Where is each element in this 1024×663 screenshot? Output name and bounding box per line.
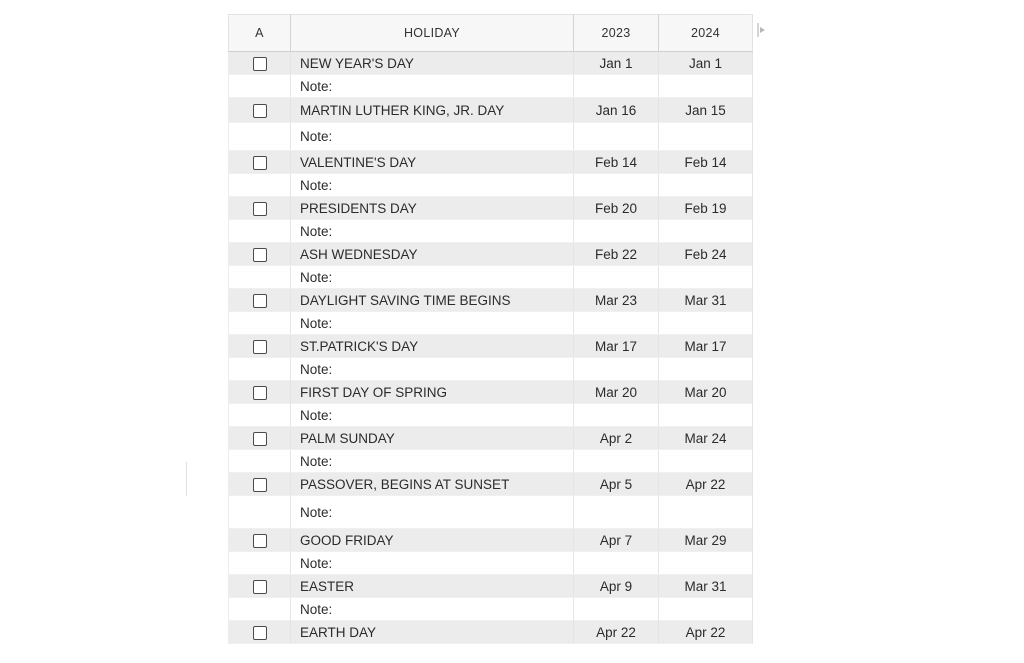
checkbox-cell <box>229 381 291 404</box>
date-2023[interactable]: Feb 20 <box>574 197 659 220</box>
note-spacer-cell <box>229 123 291 151</box>
checkbox-icon[interactable] <box>253 478 267 492</box>
holiday-name[interactable]: GOOD FRIDAY <box>291 529 574 552</box>
holiday-name[interactable]: PALM SUNDAY <box>291 427 574 450</box>
checkbox-icon[interactable] <box>253 340 267 354</box>
date-2024[interactable]: Jan 15 <box>659 98 753 123</box>
holiday-name[interactable]: PASSOVER, BEGINS AT SUNSET <box>291 473 574 496</box>
date-2024[interactable]: Feb 19 <box>659 197 753 220</box>
note-cell-2024[interactable] <box>659 312 753 335</box>
note-spacer-cell <box>229 552 291 575</box>
checkbox-cell <box>229 473 291 496</box>
note-spacer-cell <box>229 404 291 427</box>
note-label[interactable]: Note: <box>291 266 574 289</box>
holiday-row <box>229 575 753 598</box>
holiday-row <box>229 289 753 312</box>
checkbox-icon[interactable] <box>253 294 267 308</box>
date-2024[interactable]: Apr 22 <box>659 621 753 644</box>
note-spacer-cell <box>229 312 291 335</box>
note-cell-2023[interactable] <box>574 404 659 427</box>
holiday-name[interactable]: EARTH DAY <box>291 621 574 644</box>
note-cell-2024[interactable] <box>659 450 753 473</box>
holiday-row <box>229 621 753 644</box>
holiday-row <box>229 381 753 404</box>
note-cell-2023[interactable] <box>574 266 659 289</box>
note-row <box>229 404 753 427</box>
note-cell-2023[interactable] <box>574 174 659 197</box>
holiday-row <box>229 473 753 496</box>
left-divider <box>186 462 187 496</box>
note-row <box>229 220 753 243</box>
note-label[interactable]: Note: <box>291 174 574 197</box>
note-cell-2023[interactable] <box>574 220 659 243</box>
note-cell-2023[interactable] <box>574 358 659 381</box>
note-cell-2024[interactable] <box>659 496 753 529</box>
date-2023[interactable]: Apr 7 <box>574 529 659 552</box>
note-row <box>229 552 753 575</box>
note-cell-2024[interactable] <box>659 174 753 197</box>
holiday-row <box>229 243 753 266</box>
note-spacer-cell <box>229 450 291 473</box>
note-spacer-cell <box>229 174 291 197</box>
column-header-a[interactable]: A <box>229 15 291 52</box>
checkbox-cell <box>229 243 291 266</box>
note-row <box>229 358 753 381</box>
date-2024[interactable]: Feb 24 <box>659 243 753 266</box>
header-row <box>229 15 753 52</box>
note-spacer-cell <box>229 220 291 243</box>
table-body <box>229 52 753 644</box>
note-row <box>229 598 753 621</box>
note-label[interactable]: Note: <box>291 450 574 473</box>
holiday-name[interactable]: VALENTINE'S DAY <box>291 151 574 174</box>
checkbox-icon[interactable] <box>253 104 267 118</box>
checkbox-icon[interactable] <box>253 432 267 446</box>
holiday-table <box>228 14 753 644</box>
checkbox-cell <box>229 335 291 358</box>
holiday-name[interactable]: FIRST DAY OF SPRING <box>291 381 574 404</box>
date-2023[interactable]: Apr 9 <box>574 575 659 598</box>
checkbox-icon[interactable] <box>253 202 267 216</box>
note-label[interactable]: Note: <box>291 598 574 621</box>
column-header-2023[interactable]: 2023 <box>574 15 659 52</box>
note-cell-2024[interactable] <box>659 266 753 289</box>
holiday-row <box>229 197 753 220</box>
date-2023[interactable]: Apr 22 <box>574 621 659 644</box>
holiday-row <box>229 427 753 450</box>
note-spacer-cell <box>229 358 291 381</box>
note-row <box>229 174 753 197</box>
checkbox-icon[interactable] <box>253 248 267 262</box>
note-cell-2024[interactable] <box>659 598 753 621</box>
holiday-name[interactable]: PRESIDENTS DAY <box>291 197 574 220</box>
checkbox-cell <box>229 529 291 552</box>
note-cell-2023[interactable] <box>574 598 659 621</box>
checkbox-cell <box>229 52 291 75</box>
note-cell-2024[interactable] <box>659 123 753 151</box>
note-cell-2024[interactable] <box>659 404 753 427</box>
checkbox-icon[interactable] <box>253 626 267 640</box>
note-spacer-cell <box>229 266 291 289</box>
note-row <box>229 123 753 151</box>
note-label[interactable]: Note: <box>291 312 574 335</box>
checkbox-cell <box>229 621 291 644</box>
holiday-row <box>229 98 753 123</box>
column-header-2024[interactable]: 2024 <box>659 15 753 52</box>
note-cell-2023[interactable] <box>574 450 659 473</box>
holiday-name[interactable]: MARTIN LUTHER KING, JR. DAY <box>291 98 574 123</box>
date-2024[interactable]: Mar 17 <box>659 335 753 358</box>
note-spacer-cell <box>229 496 291 529</box>
date-2023[interactable]: Mar 17 <box>574 335 659 358</box>
date-2024[interactable]: Mar 31 <box>659 289 753 312</box>
holiday-name[interactable]: ST.PATRICK'S DAY <box>291 335 574 358</box>
checkbox-icon[interactable] <box>253 156 267 170</box>
date-2023[interactable]: Jan 16 <box>574 98 659 123</box>
note-row <box>229 496 753 529</box>
date-2024[interactable]: Apr 22 <box>659 473 753 496</box>
checkbox-cell <box>229 427 291 450</box>
date-2024[interactable]: Mar 31 <box>659 575 753 598</box>
holiday-row <box>229 52 753 75</box>
checkbox-icon[interactable] <box>253 57 267 71</box>
note-cell-2024[interactable] <box>659 358 753 381</box>
date-2024[interactable]: Mar 29 <box>659 529 753 552</box>
checkbox-cell <box>229 98 291 123</box>
date-2024[interactable]: Mar 20 <box>659 381 753 404</box>
note-cell-2023[interactable] <box>574 496 659 529</box>
date-2023[interactable]: Jan 1 <box>574 52 659 75</box>
note-cell-2023[interactable] <box>574 123 659 151</box>
date-2024[interactable]: Mar 24 <box>659 427 753 450</box>
note-cell-2023[interactable] <box>574 552 659 575</box>
note-label[interactable]: Note: <box>291 404 574 427</box>
note-label[interactable]: Note: <box>291 358 574 381</box>
holiday-row <box>229 151 753 174</box>
holiday-row <box>229 335 753 358</box>
note-row <box>229 266 753 289</box>
table-header <box>229 15 753 52</box>
note-cell-2024[interactable] <box>659 552 753 575</box>
checkbox-cell <box>229 197 291 220</box>
note-label[interactable]: Note: <box>291 75 574 98</box>
note-spacer-cell <box>229 75 291 98</box>
note-label[interactable]: Note: <box>291 123 574 151</box>
note-cell-2023[interactable] <box>574 312 659 335</box>
note-row <box>229 75 753 98</box>
date-2023[interactable]: Mar 20 <box>574 381 659 404</box>
holiday-row <box>229 529 753 552</box>
holiday-table-container <box>228 14 752 644</box>
note-spacer-cell <box>229 598 291 621</box>
checkbox-cell <box>229 289 291 312</box>
date-2023[interactable]: Feb 14 <box>574 151 659 174</box>
date-2023[interactable]: Apr 2 <box>574 427 659 450</box>
holiday-name[interactable]: EASTER <box>291 575 574 598</box>
date-2024[interactable]: Jan 1 <box>659 52 753 75</box>
date-2023[interactable]: Apr 5 <box>574 473 659 496</box>
note-cell-2024[interactable] <box>659 75 753 98</box>
note-cell-2024[interactable] <box>659 220 753 243</box>
checkbox-cell <box>229 151 291 174</box>
checkbox-icon[interactable] <box>253 534 267 548</box>
date-2023[interactable]: Feb 22 <box>574 243 659 266</box>
checkbox-cell <box>229 575 291 598</box>
holiday-name[interactable]: DAYLIGHT SAVING TIME BEGINS <box>291 289 574 312</box>
date-2024[interactable]: Feb 14 <box>659 151 753 174</box>
note-label[interactable]: Note: <box>291 496 574 529</box>
holiday-name[interactable]: ASH WEDNESDAY <box>291 243 574 266</box>
column-header-holiday[interactable]: HOLIDAY <box>291 15 574 52</box>
checkbox-icon[interactable] <box>253 580 267 594</box>
date-2023[interactable]: Mar 23 <box>574 289 659 312</box>
note-row <box>229 450 753 473</box>
note-label[interactable]: Note: <box>291 552 574 575</box>
note-cell-2023[interactable] <box>574 75 659 98</box>
checkbox-icon[interactable] <box>253 386 267 400</box>
note-label[interactable]: Note: <box>291 220 574 243</box>
column-resize-handle-icon[interactable] <box>757 23 766 37</box>
holiday-name[interactable]: NEW YEAR'S DAY <box>291 52 574 75</box>
note-row <box>229 312 753 335</box>
